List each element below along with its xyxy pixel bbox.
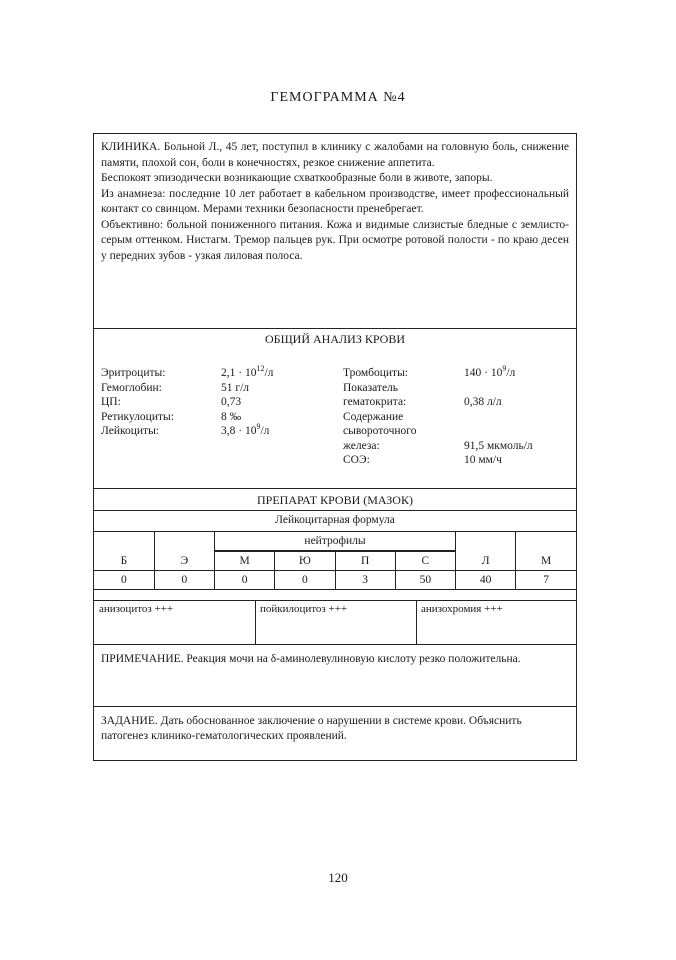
oak-label: Показатель: [343, 381, 399, 394]
oak-label: Содержание: [343, 410, 404, 423]
oak-label: Тромбоциты:: [343, 367, 409, 379]
erythrocytes-value: $2,1 \cdot 10^{12}/л$: [221, 364, 274, 379]
formula-header: П: [335, 552, 395, 571]
formula-value: 7: [516, 571, 576, 590]
platelets-value: $140 \cdot 10^9/л$: [464, 364, 516, 379]
oak-label: гематокрита:: [343, 396, 407, 408]
oak-left-values: [221, 366, 273, 439]
oak-label: Ретикулоциты:: [101, 410, 174, 423]
hemoglobin-value: 51 г/л: [221, 381, 250, 394]
oak-right-labels: [343, 366, 416, 468]
formula-header: Л: [456, 552, 516, 571]
formula-value: 3: [335, 571, 395, 590]
header-cell-spacer: [516, 532, 576, 552]
reticulocytes-value: 8 ‰: [221, 410, 242, 423]
formula-header: Ю: [275, 552, 335, 571]
clinic-line: КЛИНИКА. Больной Л., 45 лет, поступил в клинику с жалобами на головную боль, снижение памяти, плохой сон, боли в конечностях, резкое снижение аппетита.: [101, 141, 569, 169]
cp-value: 0,73: [221, 396, 242, 408]
formula-value: 0: [275, 571, 335, 590]
anisocytosis-cell: анизоцитоз +++: [99, 603, 174, 615]
page-title: ГЕМОГРАММА №4: [270, 90, 406, 105]
smear-title: ПРЕПАРАТ КРОВИ (МАЗОК): [257, 493, 413, 507]
header-cell-spacer: [154, 532, 214, 552]
hemogram-frame: [93, 133, 577, 761]
oak-label: Эритроциты:: [101, 367, 166, 379]
oak-label: ЦП:: [101, 396, 121, 408]
leukocyte-formula-table: [94, 531, 576, 590]
hematocrit-value: 0,38 л/л: [464, 396, 502, 408]
oak-title: ОБЩИЙ АНАЛИЗ КРОВИ: [265, 332, 405, 346]
poikilocytosis-cell: пойкилоцитоз +++: [260, 603, 348, 615]
header-cell-spacer: [456, 532, 516, 552]
divider: [94, 328, 576, 329]
oak-label: Лейкоциты:: [101, 425, 159, 437]
formula-title: Лейкоцитарная формула: [275, 514, 395, 526]
neutrophils-header: нейтрофилы: [215, 532, 456, 551]
formula-value: 40: [456, 571, 516, 590]
oak-label: железа:: [343, 439, 380, 452]
oak-label: сывороточного: [343, 425, 417, 437]
formula-value: 0: [215, 571, 275, 590]
oak-right-values: [464, 366, 533, 468]
oak-label: Гемоглобин:: [101, 381, 162, 394]
divider: [94, 706, 576, 707]
formula-header: М: [516, 552, 576, 571]
formula-value: 50: [395, 571, 455, 590]
clinic-section: [94, 134, 576, 328]
clinic-line: Беспокоят эпизодически возникающие схваткообразные боли в животе, запоры.: [101, 172, 493, 184]
page-number: 120: [328, 870, 348, 885]
anisochromia-cell: анизохромия +++: [421, 603, 503, 615]
clinic-line: Из анамнеза: последние 10 лет работает в кабельном производстве, имеет профессиональный контакт со свинцом. Мерами техники безопасности пренебрегает.: [101, 187, 569, 215]
divider: [94, 488, 576, 489]
formula-header: С: [395, 552, 455, 571]
esr-value: 10 мм/ч: [464, 454, 502, 466]
clinic-line: Объективно: больной пониженного питания. Кожа и видимые слизистые бледные с землисто-серым оттенком. Нистагм. Тремор пальцев рук. При осмотре ротовой полости - по краю десен у передних зубов - узкая лиловая полоса.: [101, 218, 569, 262]
divider: [94, 510, 576, 511]
note-section: ПРИМЕЧАНИЕ. Реакция мочи на δ-аминолевулиновую кислоту резко положительна.: [101, 653, 521, 665]
formula-value: 0: [154, 571, 214, 590]
formula-header: Э: [154, 552, 214, 571]
formula-header: Б: [94, 552, 154, 571]
leukocytes-value: $3,8 \cdot 10^9/л$: [221, 422, 270, 437]
oak-label: СОЭ:: [343, 454, 370, 466]
oak-left-labels: [101, 366, 174, 439]
divider: [94, 644, 576, 645]
task-section: ЗАДАНИЕ. Дать обоснованное заключение о нарушении в системе крови. Объяснить патогенез клинико-гематологических проявлений.: [101, 715, 522, 742]
iron-value: 91,5 мкмоль/л: [464, 439, 533, 452]
header-cell-spacer: [94, 532, 154, 552]
formula-value: 0: [94, 571, 154, 590]
formula-header: М: [215, 552, 275, 571]
